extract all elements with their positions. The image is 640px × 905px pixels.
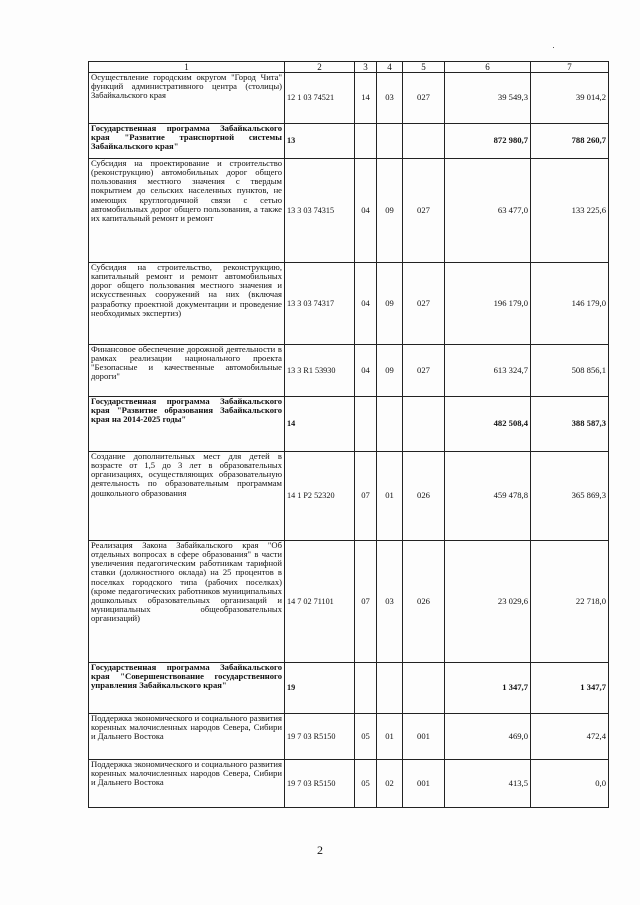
subsection-code: 02 xyxy=(377,760,403,808)
expense-type-code xyxy=(403,397,445,452)
amount-year-2: 472,4 xyxy=(531,714,609,760)
budget-code: 19 xyxy=(285,663,355,714)
subsection-code: 01 xyxy=(377,714,403,760)
table-row xyxy=(89,345,609,397)
page-number: 2 xyxy=(317,843,323,857)
subsection-code: 03 xyxy=(377,541,403,663)
amount-year-2: 39 014,2 xyxy=(531,73,609,124)
amount-year-2: 1 347,7 xyxy=(531,663,609,714)
budget-code: 13 3 03 74315 xyxy=(285,159,355,263)
budget-code: 14 xyxy=(285,397,355,452)
table-row xyxy=(89,452,609,541)
subsection-code: 09 xyxy=(377,345,403,397)
amount-year-2: 22 718,0 xyxy=(531,541,609,663)
section-code: 14 xyxy=(355,73,377,124)
subsection-code xyxy=(377,663,403,714)
amount-year-2: 365 869,3 xyxy=(531,452,609,541)
amount-year-2: 133 225,6 xyxy=(531,159,609,263)
expense-type-code xyxy=(403,124,445,159)
budget-code: 14 1 P2 52320 xyxy=(285,452,355,541)
amount-year-2: 788 260,7 xyxy=(531,124,609,159)
row-name: Создание дополнительных мест для детей в возрасте от 1,5 до 3 лет в образовательных организациях, осуществляющих образовательную деятельность по образовательным программам дошкольного образования xyxy=(89,452,285,541)
row-name: Поддержка экономического и социального развития коренных малочисленных народов Севера, Сибири и Дальнего Востока xyxy=(89,714,285,760)
amount-year-2: 388 587,3 xyxy=(531,397,609,452)
expense-type-code: 026 xyxy=(403,452,445,541)
budget-table xyxy=(88,61,609,808)
table-row xyxy=(89,714,609,760)
expense-type-code: 027 xyxy=(403,159,445,263)
expense-type-code: 027 xyxy=(403,73,445,124)
budget-code: 12 1 03 74521 xyxy=(285,73,355,124)
budget-code: 13 xyxy=(285,124,355,159)
budget-table-body xyxy=(89,62,609,808)
section-code xyxy=(355,397,377,452)
scan-speck xyxy=(553,47,554,48)
budget-code: 19 7 03 R5150 xyxy=(285,760,355,808)
amount-year-2: 508 856,1 xyxy=(531,345,609,397)
budget-code: 13 3 R1 53930 xyxy=(285,345,355,397)
table-row xyxy=(89,159,609,263)
amount-year-2: 146 179,0 xyxy=(531,263,609,345)
subsection-code xyxy=(377,124,403,159)
column-header: 3 xyxy=(355,62,377,73)
row-name: Финансовое обеспечение дорожной деятельности в рамках реализации национального проекта "Безопасные и качественные автомобильные дороги" xyxy=(89,345,285,397)
subsection-code: 03 xyxy=(377,73,403,124)
section-code: 04 xyxy=(355,159,377,263)
section-code: 05 xyxy=(355,714,377,760)
expense-type-code: 026 xyxy=(403,541,445,663)
amount-year-1: 872 980,7 xyxy=(445,124,531,159)
amount-year-2: 0,0 xyxy=(531,760,609,808)
amount-year-1: 1 347,7 xyxy=(445,663,531,714)
column-header: 4 xyxy=(377,62,403,73)
column-header: 6 xyxy=(445,62,531,73)
amount-year-1: 469,0 xyxy=(445,714,531,760)
budget-code: 13 3 03 74317 xyxy=(285,263,355,345)
amount-year-1: 413,5 xyxy=(445,760,531,808)
table-row xyxy=(89,124,609,159)
subsection-code: 01 xyxy=(377,452,403,541)
row-name: Реализация Закона Забайкальского края "Об отдельных вопросах в сфере образования" в части увеличения педагогическим работникам тарифной ставки (должностного оклада) на 25 процентов в поселках городского типа (рабочих поселках) (кроме педагогических работников муниципальных дошкольных образовательных организаций и муниципальных общеобразовательных организаций) xyxy=(89,541,285,663)
table-row xyxy=(89,760,609,808)
expense-type-code xyxy=(403,663,445,714)
amount-year-1: 459 478,8 xyxy=(445,452,531,541)
subsection-code: 09 xyxy=(377,263,403,345)
row-name: Государственная программа Забайкальского края "Совершенствование государственного управления Забайкальского края" xyxy=(89,663,285,714)
row-name: Государственная программа Забайкальского края "Развитие транспортной системы Забайкальского края" xyxy=(89,124,285,159)
amount-year-1: 63 477,0 xyxy=(445,159,531,263)
amount-year-1: 613 324,7 xyxy=(445,345,531,397)
row-name: Государственная программа Забайкальского края "Развитие образования Забайкальского края на 2014-2025 годы" xyxy=(89,397,285,452)
expense-type-code: 027 xyxy=(403,345,445,397)
row-name: Поддержка экономического и социального развития коренных малочисленных народов Севера, Сибири и Дальнего Востока xyxy=(89,760,285,808)
section-code xyxy=(355,124,377,159)
table-row xyxy=(89,541,609,663)
amount-year-1: 482 508,4 xyxy=(445,397,531,452)
amount-year-1: 39 549,3 xyxy=(445,73,531,124)
subsection-code xyxy=(377,397,403,452)
row-name: Осуществление городским округом "Город Чита" функций административного центра (столицы) Забайкальского края xyxy=(89,73,285,124)
section-code xyxy=(355,663,377,714)
budget-code: 14 7 02 71101 xyxy=(285,541,355,663)
section-code: 07 xyxy=(355,452,377,541)
section-code: 05 xyxy=(355,760,377,808)
section-code: 04 xyxy=(355,263,377,345)
row-name: Субсидия на строительство, реконструкцию, капитальный ремонт и ремонт автомобильных дорог общего пользования местного значения и искусственных сооружений на них (включая разработку проектной документации и проведение необходимых экспертиз) xyxy=(89,263,285,345)
column-header: 1 xyxy=(89,62,285,73)
table-row xyxy=(89,663,609,714)
table-row xyxy=(89,263,609,345)
column-header: 7 xyxy=(531,62,609,73)
expense-type-code: 001 xyxy=(403,760,445,808)
amount-year-1: 23 029,6 xyxy=(445,541,531,663)
column-header: 5 xyxy=(403,62,445,73)
expense-type-code: 027 xyxy=(403,263,445,345)
header-row xyxy=(89,62,609,73)
budget-code: 19 7 03 R5150 xyxy=(285,714,355,760)
section-code: 04 xyxy=(355,345,377,397)
table-row xyxy=(89,73,609,124)
subsection-code: 09 xyxy=(377,159,403,263)
amount-year-1: 196 179,0 xyxy=(445,263,531,345)
table-row xyxy=(89,397,609,452)
column-header: 2 xyxy=(285,62,355,73)
expense-type-code: 001 xyxy=(403,714,445,760)
row-name: Субсидия на проектирование и строительство (реконструкцию) автомобильных дорог общего пользования местного значения с твердым покрытием до сельских населенных пунктов, не имеющих круглогодичной связи с сетью автомобильных дорог общего пользования, а также их капитальный ремонт и ремонт xyxy=(89,159,285,263)
section-code: 07 xyxy=(355,541,377,663)
